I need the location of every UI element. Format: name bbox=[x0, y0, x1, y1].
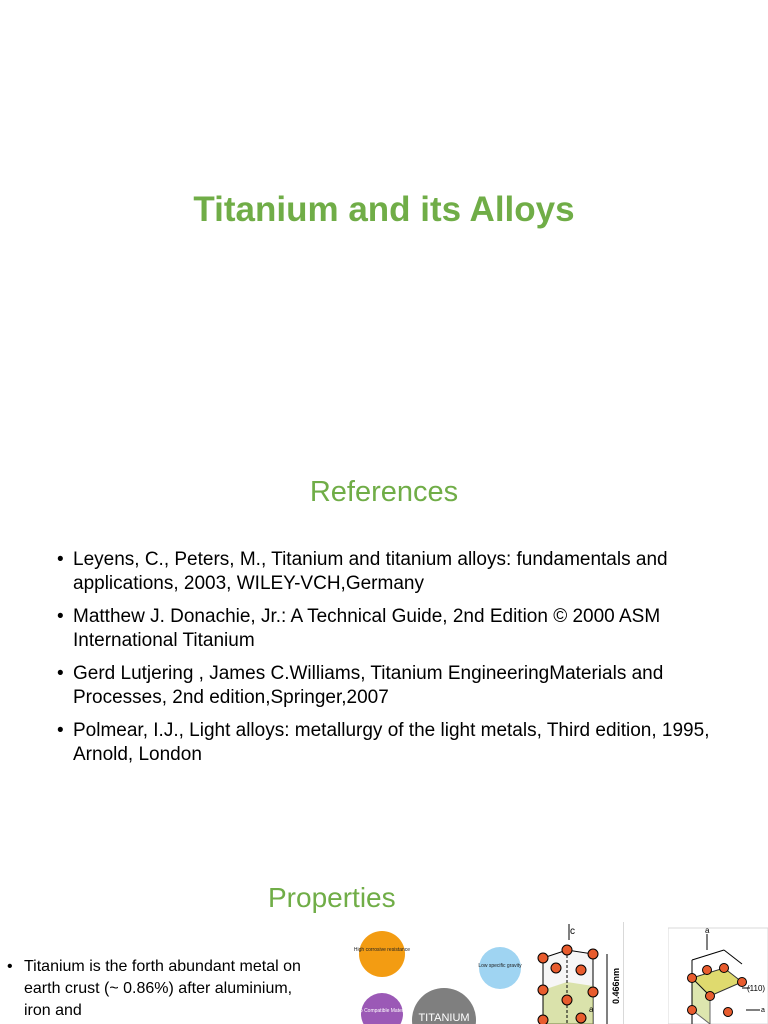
references-list bbox=[0, 548, 720, 776]
properties-heading: Properties bbox=[268, 882, 396, 913]
bio-label: Bio Compatible Material bbox=[355, 1008, 409, 1014]
list-item: • Polmear, I.J., Light alloys: metallurgy of the light metals, Third edition, 1995, Arnold, London bbox=[0, 719, 720, 767]
gravity-label: Low specific gravity bbox=[478, 963, 522, 969]
corrosion-bubble bbox=[359, 931, 405, 977]
bcc-structure-diagram bbox=[668, 920, 768, 1024]
list-item: • Leyens, C., Peters, M., Titanium and titanium alloys: fundamentals and applications, 2003, WILEY-VCH,Germany bbox=[0, 548, 720, 596]
bcc-a-axis-label: a bbox=[705, 926, 710, 935]
c-axis-label: c bbox=[570, 926, 575, 937]
properties-bubble-diagram bbox=[352, 920, 527, 1024]
references-heading: References bbox=[309, 476, 459, 508]
corrosion-label: High corrosive resistance bbox=[353, 947, 411, 953]
titanium-label: TITANIUM bbox=[418, 1012, 470, 1024]
list-item: • Gerd Lutjering , James C.Williams, Titanium EngineeringMaterials and Processes, 2nd edition,Springer,2007 bbox=[0, 662, 720, 710]
properties-list bbox=[0, 956, 320, 1022]
figure-divider bbox=[623, 922, 624, 1024]
bcc-a2-label: a bbox=[761, 1007, 765, 1014]
lattice-dimension-label: 0.466nm bbox=[611, 967, 621, 1004]
list-item: • Matthew J. Donachie, Jr.: A Technical Guide, 2nd Edition © 2000 ASM International Titanium bbox=[0, 605, 720, 653]
bcc-plane-label: (110) bbox=[747, 984, 766, 993]
hcp-structure-diagram bbox=[523, 920, 623, 1024]
hcp-a-label: a bbox=[589, 1005, 594, 1014]
page-title: Titanium and its Alloys bbox=[193, 190, 575, 229]
list-item: • Titanium is the forth abundant metal on earth crust (~ 0.86%) after aluminium, iron and bbox=[0, 956, 320, 1022]
